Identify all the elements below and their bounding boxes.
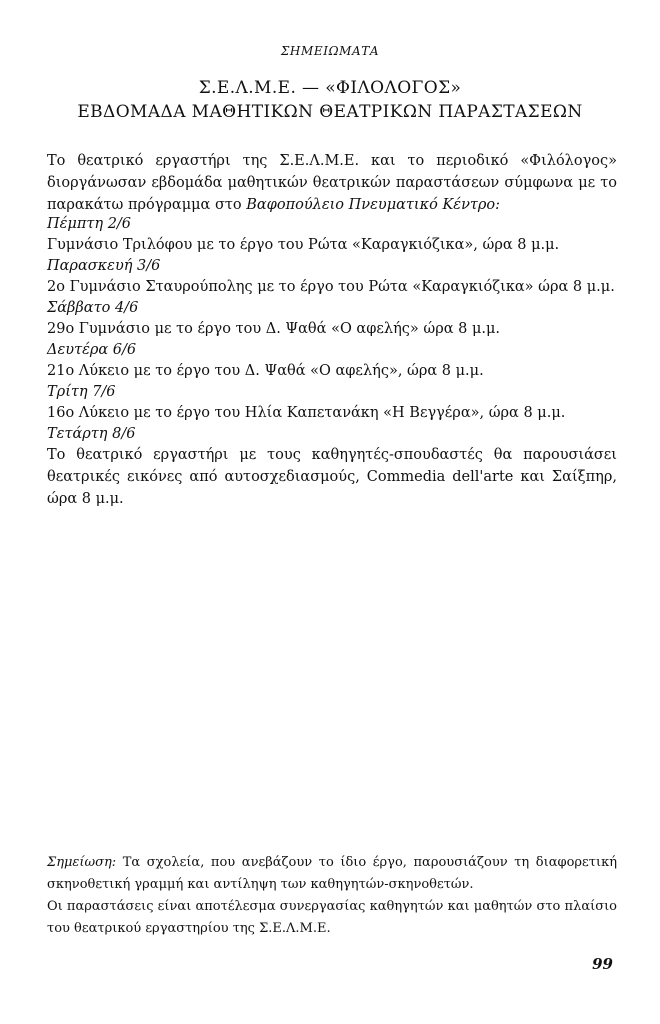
schedule-list bbox=[47, 214, 617, 510]
footnote-label: Σημείωση: bbox=[47, 855, 117, 870]
schedule-day: Παρασκευή 3/6 bbox=[47, 258, 161, 274]
schedule-entry bbox=[47, 424, 617, 510]
schedule-entry bbox=[47, 214, 617, 256]
schedule-entry bbox=[47, 256, 617, 298]
intro-venue: Βαφοπούλειο Πνευματικό Κέντρο: bbox=[246, 197, 501, 213]
schedule-day: Τρίτη 7/6 bbox=[47, 384, 116, 400]
schedule-day: Σάββατο 4/6 bbox=[47, 300, 139, 316]
page-number: 99 bbox=[592, 955, 613, 973]
footnote bbox=[47, 852, 617, 940]
schedule-event: Το θεατρικό εργαστήρι με τους καθηγητές-σπουδαστές θα παρουσιάσει θεατρικές εικόνες από αυτοσχεδιασμούς, Commedia dell'arte και Σαίξπηρ, ώρα 8 μ.μ. bbox=[47, 447, 617, 507]
intro-text: Το θεατρικό εργαστήρι της Σ.Ε.Λ.Μ.Ε. και το περιοδικό «Φιλόλογος» διοργάνωσαν εβδομάδα μαθητικών θεατρικών παραστάσεων σύμφωνα με το παρακάτω πρόγραμμα στο bbox=[47, 153, 617, 213]
schedule-day: Πέμπτη 2/6 bbox=[47, 216, 132, 232]
footnote-paragraph-1 bbox=[47, 852, 617, 896]
schedule-event: Γυμνάσιο Τριλόφου με το έργο του Ρώτα «Καραγκιόζικα», ώρα 8 μ.μ. bbox=[47, 237, 560, 253]
footnote-text-1: Τα σχολεία, που ανεβάζουν το ίδιο έργο, παρουσιάζουν τη διαφορετική σκηνοθετική γραμμή και αντίληψη των καθηγητών-σκηνοθετών. bbox=[47, 855, 617, 892]
title-line-2: ΕΒΔΟΜΑΔΑ ΜΑΘΗΤΙΚΩΝ ΘΕΑΤΡΙΚΩΝ ΠΑΡΑΣΤΑΣΕΩΝ bbox=[77, 102, 583, 122]
schedule-day: Δευτέρα 6/6 bbox=[47, 342, 137, 358]
schedule-entry bbox=[47, 340, 617, 382]
schedule-event: 2ο Γυμνάσιο Σταυρούπολης με το έργο του Ρώτα «Καραγκιόζικα» ώρα 8 μ.μ. bbox=[47, 279, 615, 295]
schedule-entry bbox=[47, 382, 617, 424]
intro-paragraph bbox=[47, 150, 617, 216]
footnote-paragraph-2: Οι παραστάσεις είναι αποτέλεσμα συνεργασίας καθηγητών και μαθητών στο πλαίσιο του θεατρικού εργαστηρίου της Σ.Ε.Λ.Μ.Ε. bbox=[47, 899, 617, 936]
running-head: ΣΗΜΕΙΩΜΑΤΑ bbox=[280, 44, 380, 58]
schedule-event: 29ο Γυμνάσιο με το έργο του Δ. Ψαθά «Ο αφελής» ώρα 8 μ.μ. bbox=[47, 321, 501, 337]
title-line-1: Σ.Ε.Λ.Μ.Ε. — «ΦΙΛΟΛΟΓΟΣ» bbox=[198, 78, 462, 98]
schedule-day: Τετάρτη 8/6 bbox=[47, 426, 136, 442]
schedule-entry bbox=[47, 298, 617, 340]
schedule-event: 21ο Λύκειο με το έργο του Δ. Ψαθά «Ο αφελής», ώρα 8 μ.μ. bbox=[47, 363, 484, 379]
schedule-event: 16ο Λύκειο με το έργο του Ηλία Καπετανάκη «Η Βεγγέρα», ώρα 8 μ.μ. bbox=[47, 405, 566, 421]
